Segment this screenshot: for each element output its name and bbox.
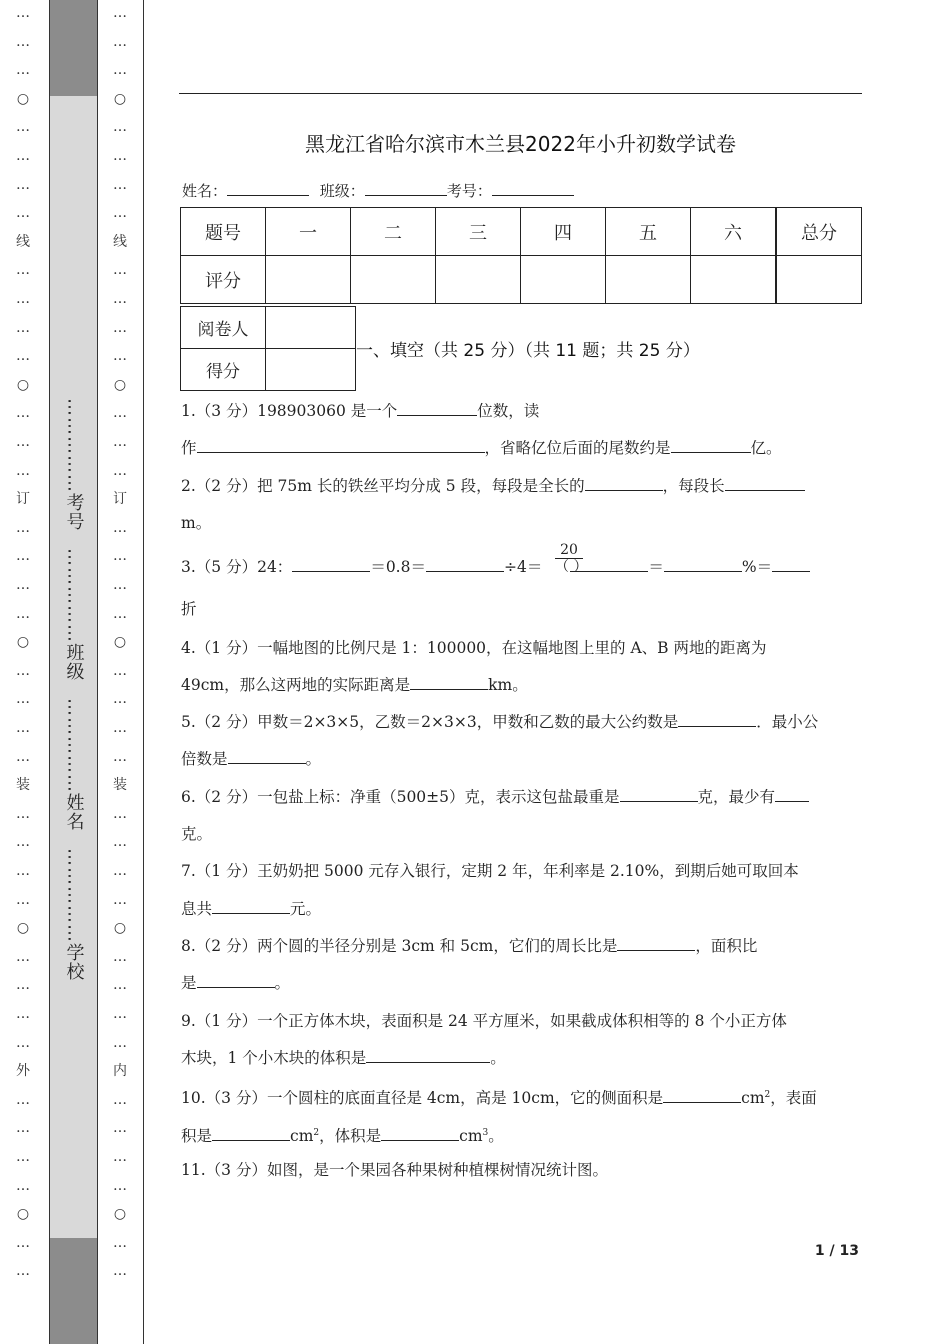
- question-6-line1: 6.（2 分）一包盐上标：净重（500±5）克，表示这包盐最重是 克，最少有: [181, 787, 809, 807]
- margin-mark: …: [16, 1177, 30, 1194]
- exam-no-blank[interactable]: [492, 181, 574, 196]
- margin-mark: ○: [16, 634, 30, 651]
- margin-mark: …: [16, 1034, 30, 1051]
- grader-table: [180, 306, 356, 391]
- margin-mark: ○: [113, 1206, 127, 1223]
- outer-margin-column: [12, 0, 34, 1344]
- margin-mark: …: [16, 33, 30, 50]
- margin-mark: ○: [16, 376, 30, 393]
- score-cell[interactable]: [266, 256, 351, 304]
- score-cell[interactable]: [436, 256, 521, 304]
- margin-mark: …: [113, 863, 127, 879]
- fraction-numerator: 20: [555, 542, 583, 559]
- margin-mark: …: [16, 348, 30, 365]
- margin-mark: …: [113, 805, 127, 822]
- question-5-line2: 倍数是 。: [181, 750, 322, 768]
- answer-blank[interactable]: [212, 1126, 290, 1141]
- margin-mark: …: [16, 662, 30, 679]
- margin-mark: …: [16, 691, 30, 708]
- inner-margin-column: [109, 0, 131, 1344]
- score-header: 一: [266, 208, 351, 256]
- question-5-line1: 5.（2 分）甲数＝2×3×5，乙数＝2×3×3，甲数和乙数的最大公约数是 ．最小公: [181, 713, 819, 731]
- margin-mark: …: [16, 720, 30, 736]
- question-10-line1: 10.（3 分）一个圆柱的底面直径是 4cm，高是 10cm，它的侧面积是 $cm^2$，表面: [181, 1089, 817, 1108]
- margin-mark: 装: [113, 777, 127, 794]
- margin-mark: …: [16, 262, 30, 279]
- margin-mark: …: [113, 262, 127, 279]
- margin-mark: ○: [16, 90, 30, 107]
- score-header: 四: [521, 208, 606, 256]
- question-4-line1: 4.（1 分）一幅地图的比例尺是 1：100000，在这幅地图上里的 A、B 两地的距离为: [181, 639, 767, 657]
- answer-blank[interactable]: [197, 438, 485, 453]
- answer-blank[interactable]: [292, 557, 370, 572]
- question-8-line1: 8.（2 分）两个圆的半径分别是 3cm 和 5cm，它们的周长比是 ，面积比: [181, 937, 758, 955]
- score-cell[interactable]: [776, 256, 862, 304]
- question-1-line1: 1.（3 分）198903060 是一个 位数，读: [181, 402, 540, 420]
- grader-label: 阅卷人: [181, 307, 266, 349]
- binding-label-class: ……………班级: [63, 548, 85, 681]
- margin-mark: …: [113, 519, 127, 536]
- margin-mark: …: [16, 519, 30, 536]
- margin-mark: …: [16, 291, 30, 307]
- margin-mark: …: [113, 577, 127, 593]
- binding-strip: [49, 0, 98, 1344]
- answer-blank[interactable]: [664, 557, 742, 572]
- answer-blank[interactable]: [620, 787, 698, 802]
- margin-mark: …: [113, 319, 127, 336]
- section-score-cell[interactable]: [266, 349, 356, 391]
- margin-mark: …: [16, 605, 30, 622]
- score-table: [180, 207, 862, 304]
- margin-mark: …: [113, 977, 127, 994]
- margin-mark: …: [113, 5, 127, 21]
- margin-mark: …: [113, 1091, 127, 1108]
- info-no-label: 考号：: [446, 182, 492, 200]
- margin-mark: ○: [113, 634, 127, 651]
- margin-mark: …: [113, 748, 127, 765]
- question-1-line2: 作 ，省略亿位后面的尾数约是 亿。: [181, 439, 782, 457]
- margin-mark: …: [16, 319, 30, 336]
- margin-mark: …: [113, 348, 127, 365]
- name-blank[interactable]: [227, 181, 309, 196]
- header-rule: [179, 93, 862, 94]
- margin-mark: …: [16, 5, 30, 21]
- margin-mark: …: [113, 1263, 127, 1280]
- page-title: 黑龙江省哈尔滨市木兰县2022年小升初数学试卷: [305, 132, 736, 156]
- margin-mark: …: [16, 805, 30, 822]
- margin-mark: …: [113, 1234, 127, 1251]
- margin-mark: …: [113, 291, 127, 307]
- question-3-line2: 折: [181, 600, 197, 618]
- margin-mark: 线: [16, 233, 30, 250]
- student-info: [182, 180, 574, 201]
- score-cell[interactable]: [606, 256, 691, 304]
- info-name-label: 姓名：: [182, 182, 228, 200]
- question-7-line2: 息共 元。: [181, 900, 322, 918]
- margin-mark: …: [16, 62, 30, 79]
- margin-mark: …: [16, 119, 30, 136]
- margin-mark: …: [16, 977, 30, 994]
- margin-mark: …: [113, 1149, 127, 1165]
- answer-blank[interactable]: [397, 401, 477, 416]
- class-blank[interactable]: [365, 181, 447, 196]
- score-cell[interactable]: [351, 256, 436, 304]
- answer-blank[interactable]: [663, 1088, 741, 1103]
- margin-mark: …: [16, 748, 30, 765]
- margin-mark: …: [113, 205, 127, 222]
- question-7-line1: 7.（1 分）王奶奶把 5000 元存入银行，定期 2 年，年利率是 2.10%，到期后她可取回本: [181, 862, 799, 880]
- question-11: 11.（3 分）如图，是一个果园各种果树种植棵树情况统计图。: [181, 1161, 608, 1179]
- binding-label-name: ……………姓名: [63, 698, 85, 831]
- score-header: 三: [436, 208, 521, 256]
- margin-mark: ○: [16, 920, 30, 937]
- margin-mark: …: [16, 1263, 30, 1280]
- margin-mark: …: [16, 948, 30, 965]
- margin-mark: …: [16, 834, 30, 851]
- margin-mark: 内: [113, 1063, 127, 1080]
- answer-blank[interactable]: [775, 787, 809, 802]
- margin-mark: …: [16, 1006, 30, 1022]
- margin-mark: …: [16, 176, 30, 193]
- score-header: 五: [606, 208, 691, 256]
- margin-mark: 订: [113, 491, 127, 508]
- margin-mark: …: [113, 662, 127, 679]
- question-4-line2: 49cm，那么这两地的实际距离是 km。: [181, 676, 528, 694]
- margin-mark: …: [16, 1234, 30, 1251]
- margin-mark: …: [113, 1034, 127, 1051]
- binding-dark-bottom: [50, 1238, 97, 1344]
- binding-label-school: ……………学校: [63, 848, 85, 981]
- margin-mark: ○: [113, 376, 127, 393]
- score-header: 二: [351, 208, 436, 256]
- answer-blank[interactable]: [617, 936, 695, 951]
- answer-blank[interactable]: [212, 899, 290, 914]
- margin-mark: …: [113, 891, 127, 908]
- margin-mark: 线: [113, 233, 127, 250]
- info-class-label: 班级：: [319, 182, 365, 200]
- margin-mark: …: [16, 405, 30, 422]
- question-3-line1: 3.（5 分）24： ＝0.8＝ ÷4＝ ＝ %＝: [181, 557, 810, 577]
- margin-mark: …: [113, 434, 127, 450]
- margin-mark: …: [113, 148, 127, 164]
- grader-cell[interactable]: [266, 307, 356, 349]
- answer-blank[interactable]: [678, 712, 756, 727]
- fraction: [555, 542, 588, 575]
- margin-mark: …: [113, 176, 127, 193]
- binding-dark-top: [50, 0, 97, 96]
- margin-mark: …: [113, 62, 127, 79]
- margin-mark: …: [16, 548, 30, 565]
- score-header: 总分: [776, 208, 862, 256]
- margin-mark: …: [16, 891, 30, 908]
- margin-mark: …: [16, 577, 30, 593]
- margin-mark: …: [16, 434, 30, 450]
- question-8-line2: 是 。: [181, 974, 291, 992]
- score-cell[interactable]: [521, 256, 606, 304]
- page-number: 1 / 13: [814, 1243, 859, 1259]
- margin-mark: ○: [16, 1206, 30, 1223]
- margin-mark: …: [113, 462, 127, 479]
- margin-mark: …: [113, 1177, 127, 1194]
- answer-blank[interactable]: [426, 557, 504, 572]
- margin-mark: …: [16, 462, 30, 479]
- margin-mark: …: [113, 720, 127, 736]
- margin-mark: …: [113, 33, 127, 50]
- margin-mark: …: [16, 1120, 30, 1137]
- margin-divider: [143, 0, 144, 1344]
- answer-blank[interactable]: [772, 557, 810, 572]
- margin-mark: 装: [16, 777, 30, 794]
- question-2-line2: m。: [181, 514, 212, 532]
- margin-mark: …: [113, 691, 127, 708]
- margin-mark: ○: [113, 90, 127, 107]
- margin-mark: …: [16, 148, 30, 164]
- margin-mark: …: [113, 405, 127, 422]
- question-6-line2: 克。: [181, 825, 213, 843]
- answer-blank[interactable]: [366, 1048, 490, 1063]
- answer-blank[interactable]: [197, 973, 275, 988]
- margin-mark: ○: [113, 920, 127, 937]
- binding-label-exam-no: ……………考号: [63, 398, 85, 531]
- score-header: 六: [691, 208, 777, 256]
- margin-mark: …: [113, 605, 127, 622]
- score-header: 题号: [181, 208, 266, 256]
- section-score-label: 得分: [181, 349, 266, 391]
- answer-blank[interactable]: [381, 1126, 459, 1141]
- margin-mark: …: [16, 205, 30, 222]
- answer-blank[interactable]: [671, 438, 751, 453]
- margin-mark: …: [113, 548, 127, 565]
- question-9-line1: 9.（1 分）一个正方体木块，表面积是 24 平方厘米，如果截成体积相等的 8 个小正方体: [181, 1012, 787, 1030]
- margin-mark: …: [113, 119, 127, 136]
- score-cell[interactable]: [691, 256, 777, 304]
- answer-blank[interactable]: [410, 675, 488, 690]
- margin-mark: 订: [16, 491, 30, 508]
- margin-mark: …: [16, 1149, 30, 1165]
- margin-mark: …: [113, 1006, 127, 1022]
- section-title: 一、填空（共 25 分）（共 11 题；共 25 分）: [356, 341, 700, 361]
- margin-mark: …: [113, 834, 127, 851]
- question-10-line2: 积是 $cm^2$，体积是 $cm^3$。: [181, 1127, 504, 1146]
- margin-mark: …: [113, 1120, 127, 1137]
- answer-blank[interactable]: [228, 749, 306, 764]
- question-9-line2: 木块，1 个小木块的体积是 。: [181, 1049, 506, 1067]
- margin-mark: …: [16, 863, 30, 879]
- answer-blank[interactable]: [585, 476, 663, 491]
- margin-mark: 外: [16, 1063, 30, 1080]
- fraction-denominator: （ ）: [555, 559, 588, 575]
- answer-blank[interactable]: [725, 476, 805, 491]
- margin-mark: …: [16, 1091, 30, 1108]
- question-2-line1: 2.（2 分）把 75m 长的铁丝平均分成 5 段，每段是全长的 ，每段长: [181, 476, 805, 496]
- margin-mark: …: [113, 948, 127, 965]
- score-row-label: 评分: [181, 256, 266, 304]
